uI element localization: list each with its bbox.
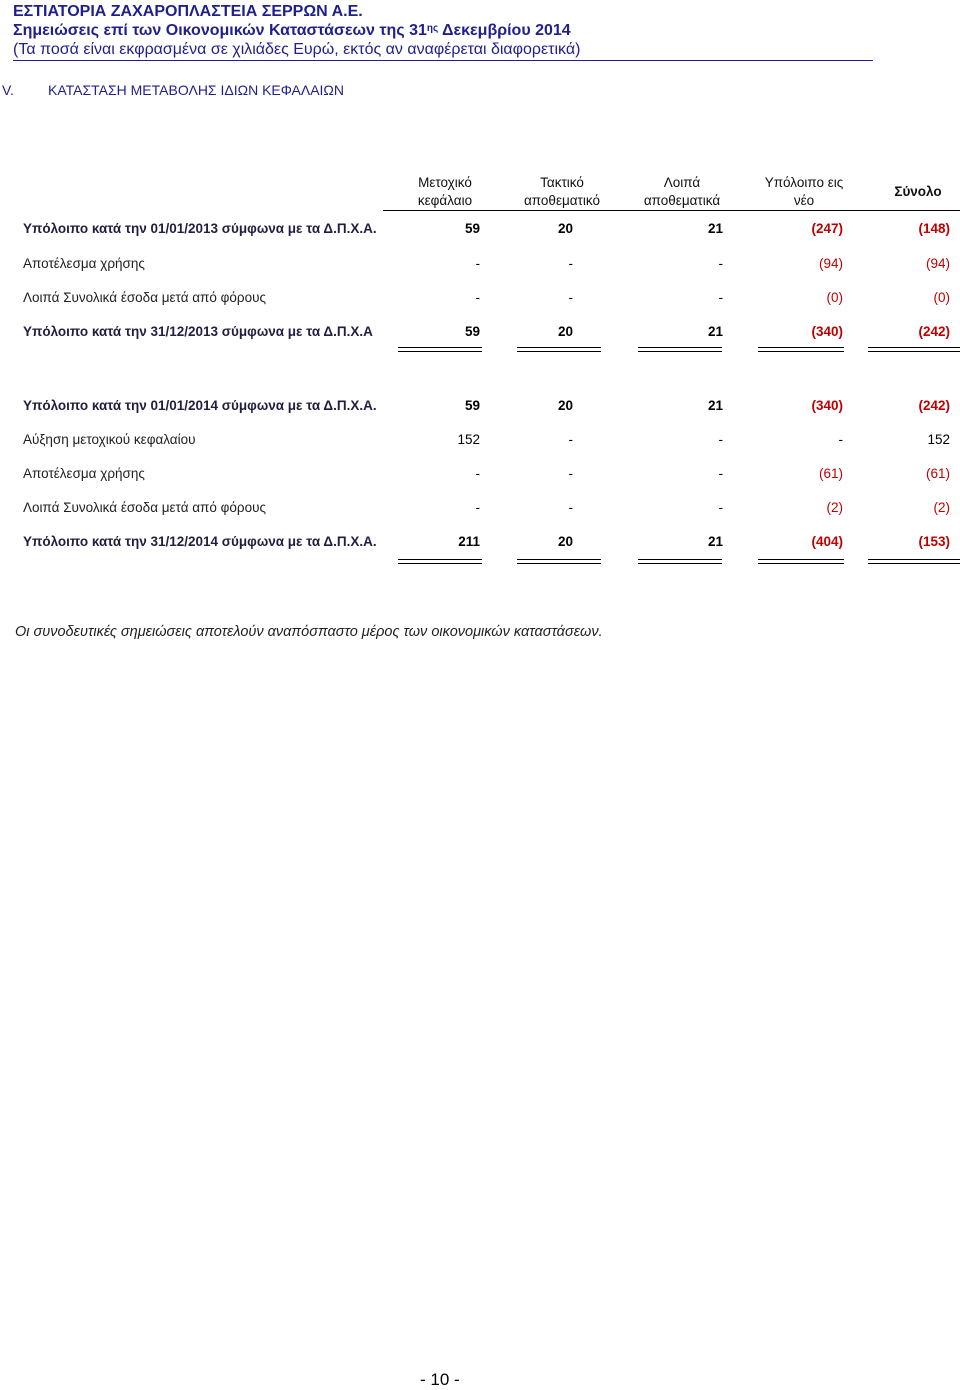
cell-c4: (61): [818, 466, 843, 481]
double-underline: [638, 347, 722, 352]
cell-c4: (247): [811, 221, 843, 236]
col-header-statutory-reserve: [512, 174, 612, 210]
cell-c4: (340): [811, 324, 843, 339]
table-row: [23, 430, 953, 450]
double-underline: [398, 347, 482, 352]
row-label: Αποτέλεσμα χρήσης: [23, 256, 145, 271]
header-divider: [13, 60, 873, 61]
cell-c3: 21: [707, 534, 723, 549]
cell-c2: -: [568, 256, 573, 271]
row-label: Αύξηση μετοχικού κεφαλαίου: [23, 432, 196, 447]
cell-c5: (61): [925, 466, 950, 481]
col-header-line: Σύνολο: [894, 184, 942, 199]
section-title: [2, 82, 344, 98]
cell-c5: (242): [918, 398, 950, 413]
double-underline: [517, 559, 601, 564]
cell-c2: -: [568, 432, 573, 447]
cell-c1: 211: [458, 534, 480, 549]
cell-c4: (340): [811, 398, 843, 413]
row-label: Υπόλοιπο κατά την 01/01/2013 σύμφωνα με τα Δ.Π.Χ.Α.: [23, 221, 377, 236]
cell-c1: 59: [464, 398, 480, 413]
double-underline: [868, 559, 960, 564]
cell-c4: -: [838, 432, 843, 447]
cell-c4: (404): [811, 534, 843, 549]
footnote: Οι συνοδευτικές σημειώσεις αποτελούν αναπόσπαστο μέρος των οικονομικών καταστάσεων.: [15, 624, 603, 640]
notes-title: [13, 21, 873, 40]
page-header: [13, 2, 873, 59]
table-row: [23, 219, 953, 239]
notes-title-sup: ης: [426, 23, 439, 34]
cell-c2: 20: [557, 324, 573, 339]
section-number: V.: [2, 82, 14, 98]
row-label: Λοιπά Συνολικά έσοδα μετά από φόρους: [23, 500, 266, 515]
double-underline: [638, 559, 722, 564]
cell-c3: -: [718, 256, 723, 271]
cell-c3: -: [718, 466, 723, 481]
cell-c3: -: [718, 432, 723, 447]
cell-c3: -: [718, 290, 723, 305]
col-header-line: νέο: [793, 193, 815, 208]
col-header-line: Υπόλοιπο εις: [764, 175, 844, 190]
section-heading: ΚΑΤΑΣΤΑΣΗ ΜΕΤΑΒΟΛΗΣ ΙΔΙΩΝ ΚΕΦΑΛΑΙΩΝ: [48, 82, 345, 98]
notes-title-main: Σημειώσεις επί των Οικονομικών Καταστάσεων της 31: [13, 22, 427, 39]
cell-c2: -: [568, 466, 573, 481]
double-underline: [398, 559, 482, 564]
company-name: ΕΣΤΙΑΤΟΡΙΑ ΖΑΧΑΡΟΠΛΑΣΤΕΙΑ ΣΕΡΡΩΝ Α.Ε.: [13, 3, 363, 20]
col-header-line: αποθεματικό: [524, 193, 600, 208]
table-row: [23, 498, 953, 518]
notes-title-date: Δεκεμβρίου 2014: [438, 22, 571, 39]
cell-c1: 59: [464, 324, 480, 339]
double-underline: [868, 347, 960, 352]
cell-c5: (148): [918, 221, 950, 236]
cell-c5: (2): [933, 500, 950, 515]
col-header-line: κεφάλαιο: [417, 193, 473, 208]
table-row: [23, 254, 953, 274]
double-underline: [517, 347, 601, 352]
col-header-other-reserves: [632, 174, 732, 210]
col-header-line: Μετοχικό: [418, 175, 472, 190]
cell-c2: 20: [557, 221, 573, 236]
table-row: [23, 288, 953, 308]
col-header-line: αποθεματικά: [643, 193, 721, 208]
table-row: [23, 532, 953, 552]
cell-c4: (94): [818, 256, 843, 271]
cell-c2: 20: [557, 398, 573, 413]
cell-c4: (0): [826, 290, 843, 305]
cell-c2: 20: [557, 534, 573, 549]
double-underline: [758, 347, 844, 352]
cell-c3: 21: [707, 324, 723, 339]
cell-c5: (242): [918, 324, 950, 339]
cell-c2: -: [568, 290, 573, 305]
row-label: Λοιπά Συνολικά έσοδα μετά από φόρους: [23, 290, 266, 305]
col-header-line: Λοιπά: [663, 175, 701, 190]
header-underline: [383, 210, 960, 211]
table-row: [23, 396, 953, 416]
row-label: Αποτέλεσμα χρήσης: [23, 466, 145, 481]
double-underline: [758, 559, 844, 564]
cell-c3: 21: [707, 221, 723, 236]
row-label: Υπόλοιπο κατά την 31/12/2013 σύμφωνα με τα Δ.Π.Χ.Α: [23, 324, 373, 339]
table-row: [23, 464, 953, 484]
cell-c1: 59: [464, 221, 480, 236]
cell-c1: 152: [457, 432, 480, 447]
col-header-share-capital: [400, 174, 490, 210]
table-row: [23, 322, 953, 342]
cell-c3: -: [718, 500, 723, 515]
cell-c5: (0): [933, 290, 950, 305]
cell-c5: (94): [925, 256, 950, 271]
col-header-retained-earnings: [752, 174, 856, 210]
cell-c3: 21: [707, 398, 723, 413]
cell-c1: -: [475, 500, 480, 515]
row-label: Υπόλοιπο κατά την 31/12/2014 σύμφωνα με τα Δ.Π.Χ.Α.: [23, 534, 377, 549]
cell-c5: (153): [918, 534, 950, 549]
col-header-line: Τακτικό: [540, 175, 584, 190]
cell-c1: -: [475, 290, 480, 305]
page-number: - 10 -: [420, 1370, 460, 1389]
cell-c4: (2): [826, 500, 843, 515]
col-header-total: [876, 183, 960, 201]
row-label: Υπόλοιπο κατά την 01/01/2014 σύμφωνα με τα Δ.Π.Χ.Α.: [23, 398, 377, 413]
currency-note: (Τα ποσά είναι εκφρασμένα σε χιλιάδες Ευρώ, εκτός αν αναφέρεται διαφορετικά): [13, 41, 581, 58]
cell-c1: -: [475, 466, 480, 481]
cell-c5: 152: [927, 432, 950, 447]
cell-c1: -: [475, 256, 480, 271]
cell-c2: -: [568, 500, 573, 515]
